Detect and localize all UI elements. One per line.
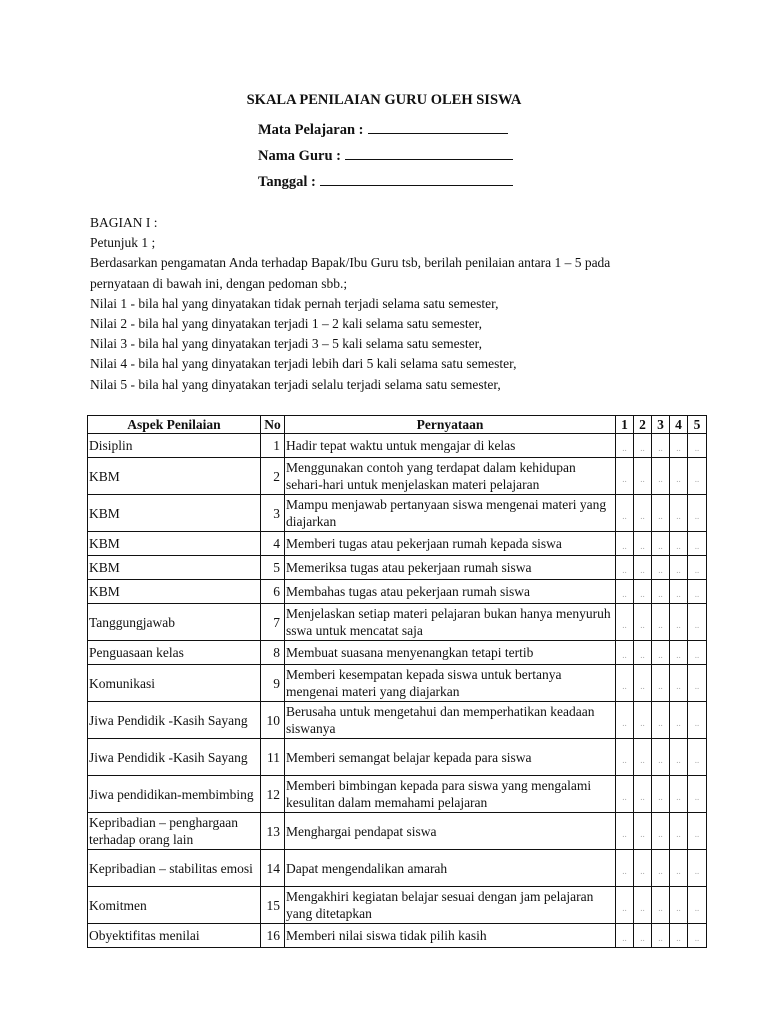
score-cell-5[interactable]: .. — [688, 458, 707, 495]
cell-pernyataan: Dapat mengendalikan amarah — [285, 850, 616, 887]
score-cell-5[interactable]: .. — [688, 813, 707, 850]
field-label: Nama Guru : — [258, 148, 341, 164]
score-cell-2[interactable]: .. — [634, 739, 652, 776]
score-cell-3[interactable]: .. — [652, 776, 670, 813]
cell-no: 1 — [261, 434, 285, 458]
score-cell-5[interactable]: .. — [688, 580, 707, 604]
table-row — [88, 641, 707, 665]
cell-no: 13 — [261, 813, 285, 850]
table-row — [88, 532, 707, 556]
score-cell-3[interactable]: .. — [652, 739, 670, 776]
score-cell-4[interactable]: .. — [670, 850, 688, 887]
cell-no: 7 — [261, 604, 285, 641]
score-cell-3[interactable]: .. — [652, 924, 670, 948]
header-score-4: 4 — [670, 416, 688, 434]
rating-definition: Nilai 1 - bila hal yang dinyatakan tidak pernah terjadi selama satu semester, — [90, 295, 499, 311]
score-cell-4[interactable]: .. — [670, 495, 688, 532]
score-cell-5[interactable]: .. — [688, 887, 707, 924]
score-cell-2[interactable]: .. — [634, 532, 652, 556]
cell-no: 5 — [261, 556, 285, 580]
table-row — [88, 776, 707, 813]
score-cell-4[interactable]: .. — [670, 434, 688, 458]
score-cell-5[interactable]: .. — [688, 434, 707, 458]
score-cell-2[interactable]: .. — [634, 924, 652, 948]
cell-no: 3 — [261, 495, 285, 532]
header-pernyataan: Pernyataan — [285, 416, 616, 434]
score-cell-5[interactable]: .. — [688, 556, 707, 580]
cell-aspek: KBM — [88, 580, 261, 604]
score-cell-3[interactable]: .. — [652, 604, 670, 641]
table-row — [88, 924, 707, 948]
cell-pernyataan: Menggunakan contoh yang terdapat dalam kehidupan sehari-hari untuk menjelaskan materi pelajaran — [285, 458, 616, 495]
cell-no: 15 — [261, 887, 285, 924]
score-cell-5[interactable]: .. — [688, 604, 707, 641]
score-cell-2[interactable]: .. — [634, 556, 652, 580]
cell-pernyataan: Menghargai pendapat siswa — [285, 813, 616, 850]
score-cell-2[interactable]: .. — [634, 850, 652, 887]
rating-table — [87, 415, 707, 948]
score-cell-5[interactable]: .. — [688, 924, 707, 948]
cell-aspek: KBM — [88, 532, 261, 556]
score-cell-4[interactable]: .. — [670, 604, 688, 641]
score-cell-1[interactable]: .. — [616, 556, 634, 580]
score-cell-4[interactable]: .. — [670, 458, 688, 495]
table-row — [88, 556, 707, 580]
cell-aspek: Kepribadian – stabilitas emosi — [88, 850, 261, 887]
score-cell-1[interactable]: .. — [616, 813, 634, 850]
cell-pernyataan: Memberi tugas atau pekerjaan rumah kepada siswa — [285, 532, 616, 556]
score-cell-1[interactable]: .. — [616, 665, 634, 702]
cell-no: 4 — [261, 532, 285, 556]
header-score-5: 5 — [688, 416, 707, 434]
cell-pernyataan: Memberi kesempatan kepada siswa untuk bertanya mengenai materi yang diajarkan — [285, 665, 616, 702]
cell-aspek: Obyektifitas menilai — [88, 924, 261, 948]
table-row — [88, 604, 707, 641]
cell-no: 6 — [261, 580, 285, 604]
cell-pernyataan: Memberi semangat belajar kepada para siswa — [285, 739, 616, 776]
cell-aspek: Disiplin — [88, 434, 261, 458]
score-cell-1[interactable]: .. — [616, 739, 634, 776]
score-cell-3[interactable]: .. — [652, 556, 670, 580]
score-cell-5[interactable]: .. — [688, 702, 707, 739]
blank-line[interactable] — [345, 145, 513, 160]
cell-pernyataan: Memeriksa tugas atau pekerjaan rumah siswa — [285, 556, 616, 580]
table-row — [88, 434, 707, 458]
cell-pernyataan: Menjelaskan setiap materi pelajaran bukan hanya menyuruh sswa untuk mencatat saja — [285, 604, 616, 641]
score-cell-2[interactable]: .. — [634, 887, 652, 924]
score-cell-4[interactable]: .. — [670, 665, 688, 702]
score-cell-4[interactable]: .. — [670, 556, 688, 580]
rating-definition: Nilai 2 - bila hal yang dinyatakan terjadi 1 – 2 kali selama satu semester, — [90, 316, 482, 332]
cell-aspek: KBM — [88, 556, 261, 580]
score-cell-3[interactable]: .. — [652, 532, 670, 556]
rating-definition: Nilai 4 - bila hal yang dinyatakan terjadi lebih dari 5 kali selama satu semester, — [90, 356, 517, 372]
score-cell-3[interactable]: .. — [652, 458, 670, 495]
cell-aspek: KBM — [88, 458, 261, 495]
score-cell-1[interactable]: .. — [616, 580, 634, 604]
score-cell-3[interactable]: .. — [652, 495, 670, 532]
score-cell-5[interactable]: .. — [688, 739, 707, 776]
score-cell-2[interactable]: .. — [634, 495, 652, 532]
score-cell-4[interactable]: .. — [670, 702, 688, 739]
score-cell-1[interactable]: .. — [616, 924, 634, 948]
field-mata-pelajaran[interactable] — [258, 119, 508, 139]
table-row — [88, 850, 707, 887]
cell-aspek: Jiwa pendidikan-membimbing — [88, 776, 261, 813]
score-cell-4[interactable]: .. — [670, 776, 688, 813]
cell-aspek: Kepribadian – penghargaan terhadap orang lain — [88, 813, 261, 850]
field-label: Mata Pelajaran : — [258, 122, 364, 138]
score-cell-2[interactable]: .. — [634, 580, 652, 604]
cell-no: 14 — [261, 850, 285, 887]
score-cell-1[interactable]: .. — [616, 887, 634, 924]
rating-definition: Nilai 5 - bila hal yang dinyatakan terjadi selalu terjadi selama satu semester, — [90, 376, 501, 392]
cell-no: 8 — [261, 641, 285, 665]
score-cell-3[interactable]: .. — [652, 580, 670, 604]
score-cell-3[interactable]: .. — [652, 434, 670, 458]
cell-no: 10 — [261, 702, 285, 739]
score-cell-1[interactable]: .. — [616, 702, 634, 739]
table-row — [88, 813, 707, 850]
score-cell-1[interactable]: .. — [616, 604, 634, 641]
score-cell-2[interactable]: .. — [634, 665, 652, 702]
cell-no: 12 — [261, 776, 285, 813]
instruction-title: Petunjuk 1 ; — [90, 235, 156, 251]
score-cell-1[interactable]: .. — [616, 776, 634, 813]
table-row — [88, 665, 707, 702]
header-score-2: 2 — [634, 416, 652, 434]
score-cell-3[interactable]: .. — [652, 665, 670, 702]
cell-aspek: Jiwa Pendidik -Kasih Sayang — [88, 702, 261, 739]
field-label: Tanggal : — [258, 174, 316, 190]
score-cell-5[interactable]: .. — [688, 776, 707, 813]
score-cell-5[interactable]: .. — [688, 641, 707, 665]
section-heading: BAGIAN I : — [90, 215, 158, 230]
cell-pernyataan: Mampu menjawab pertanyaan siswa mengenai materi yang diajarkan — [285, 495, 616, 532]
table-row — [88, 739, 707, 776]
header-score-3: 3 — [652, 416, 670, 434]
score-cell-1[interactable]: .. — [616, 434, 634, 458]
blank-line[interactable] — [320, 171, 513, 186]
score-cell-2[interactable]: .. — [634, 434, 652, 458]
header-score-1: 1 — [616, 416, 634, 434]
score-cell-2[interactable]: .. — [634, 776, 652, 813]
cell-pernyataan: Membahas tugas atau pekerjaan rumah siswa — [285, 580, 616, 604]
score-cell-1[interactable]: .. — [616, 641, 634, 665]
score-cell-1[interactable]: .. — [616, 850, 634, 887]
table-row — [88, 458, 707, 495]
score-cell-5[interactable]: .. — [688, 495, 707, 532]
score-cell-4[interactable]: .. — [670, 813, 688, 850]
table-header-row — [88, 416, 707, 434]
field-nama-guru[interactable] — [258, 145, 513, 165]
cell-aspek: Komunikasi — [88, 665, 261, 702]
table-row — [88, 580, 707, 604]
cell-no: 9 — [261, 665, 285, 702]
score-cell-3[interactable]: .. — [652, 850, 670, 887]
score-cell-1[interactable]: .. — [616, 458, 634, 495]
score-cell-4[interactable]: .. — [670, 532, 688, 556]
score-cell-4[interactable]: .. — [670, 580, 688, 604]
cell-no: 2 — [261, 458, 285, 495]
score-cell-5[interactable]: .. — [688, 532, 707, 556]
score-cell-5[interactable]: .. — [688, 665, 707, 702]
field-tanggal[interactable] — [258, 171, 513, 191]
cell-no: 11 — [261, 739, 285, 776]
score-cell-2[interactable]: .. — [634, 458, 652, 495]
cell-pernyataan: Berusaha untuk mengetahui dan memperhatikan keadaan siswanya — [285, 702, 616, 739]
cell-pernyataan: Mengakhiri kegiatan belajar sesuai dengan jam pelajaran yang ditetapkan — [285, 887, 616, 924]
table-row — [88, 495, 707, 532]
score-cell-3[interactable]: .. — [652, 813, 670, 850]
score-cell-2[interactable]: .. — [634, 813, 652, 850]
score-cell-3[interactable]: .. — [652, 702, 670, 739]
cell-no: 16 — [261, 924, 285, 948]
score-cell-3[interactable]: .. — [652, 887, 670, 924]
score-cell-4[interactable]: .. — [670, 924, 688, 948]
instruction-line: Berdasarkan pengamatan Anda terhadap Bapak/Ibu Guru tsb, berilah penilaian antara 1 – 5 pada — [90, 255, 611, 271]
blank-line[interactable] — [368, 119, 508, 134]
cell-aspek: Komitmen — [88, 887, 261, 924]
cell-aspek: Jiwa Pendidik -Kasih Sayang — [88, 739, 261, 776]
header-no: No — [261, 416, 285, 434]
cell-pernyataan: Membuat suasana menyenangkan tetapi tertib — [285, 641, 616, 665]
cell-pernyataan: Memberi nilai siswa tidak pilih kasih — [285, 924, 616, 948]
score-cell-3[interactable]: .. — [652, 641, 670, 665]
cell-aspek: KBM — [88, 495, 261, 532]
cell-pernyataan: Memberi bimbingan kepada para siswa yang mengalami kesulitan dalam memahami pelajaran — [285, 776, 616, 813]
score-cell-4[interactable]: .. — [670, 641, 688, 665]
score-cell-4[interactable]: .. — [670, 887, 688, 924]
header-aspek: Aspek Penilaian — [88, 416, 261, 434]
page-title: SKALA PENILAIAN GURU OLEH SISWA — [246, 92, 522, 108]
score-cell-2[interactable]: .. — [634, 702, 652, 739]
score-cell-2[interactable]: .. — [634, 641, 652, 665]
cell-aspek: Tanggungjawab — [88, 604, 261, 641]
instructions — [90, 213, 710, 395]
score-cell-5[interactable]: .. — [688, 850, 707, 887]
score-cell-2[interactable]: .. — [634, 604, 652, 641]
score-cell-4[interactable]: .. — [670, 739, 688, 776]
rating-definition: Nilai 3 - bila hal yang dinyatakan terjadi 3 – 5 kali selama satu semester, — [90, 336, 482, 352]
score-cell-1[interactable]: .. — [616, 495, 634, 532]
table-row — [88, 887, 707, 924]
cell-aspek: Penguasaan kelas — [88, 641, 261, 665]
score-cell-1[interactable]: .. — [616, 532, 634, 556]
cell-pernyataan: Hadir tepat waktu untuk mengajar di kelas — [285, 434, 616, 458]
table-row — [88, 702, 707, 739]
instruction-line: pernyataan di bawah ini, dengan pedoman sbb.; — [90, 275, 348, 291]
